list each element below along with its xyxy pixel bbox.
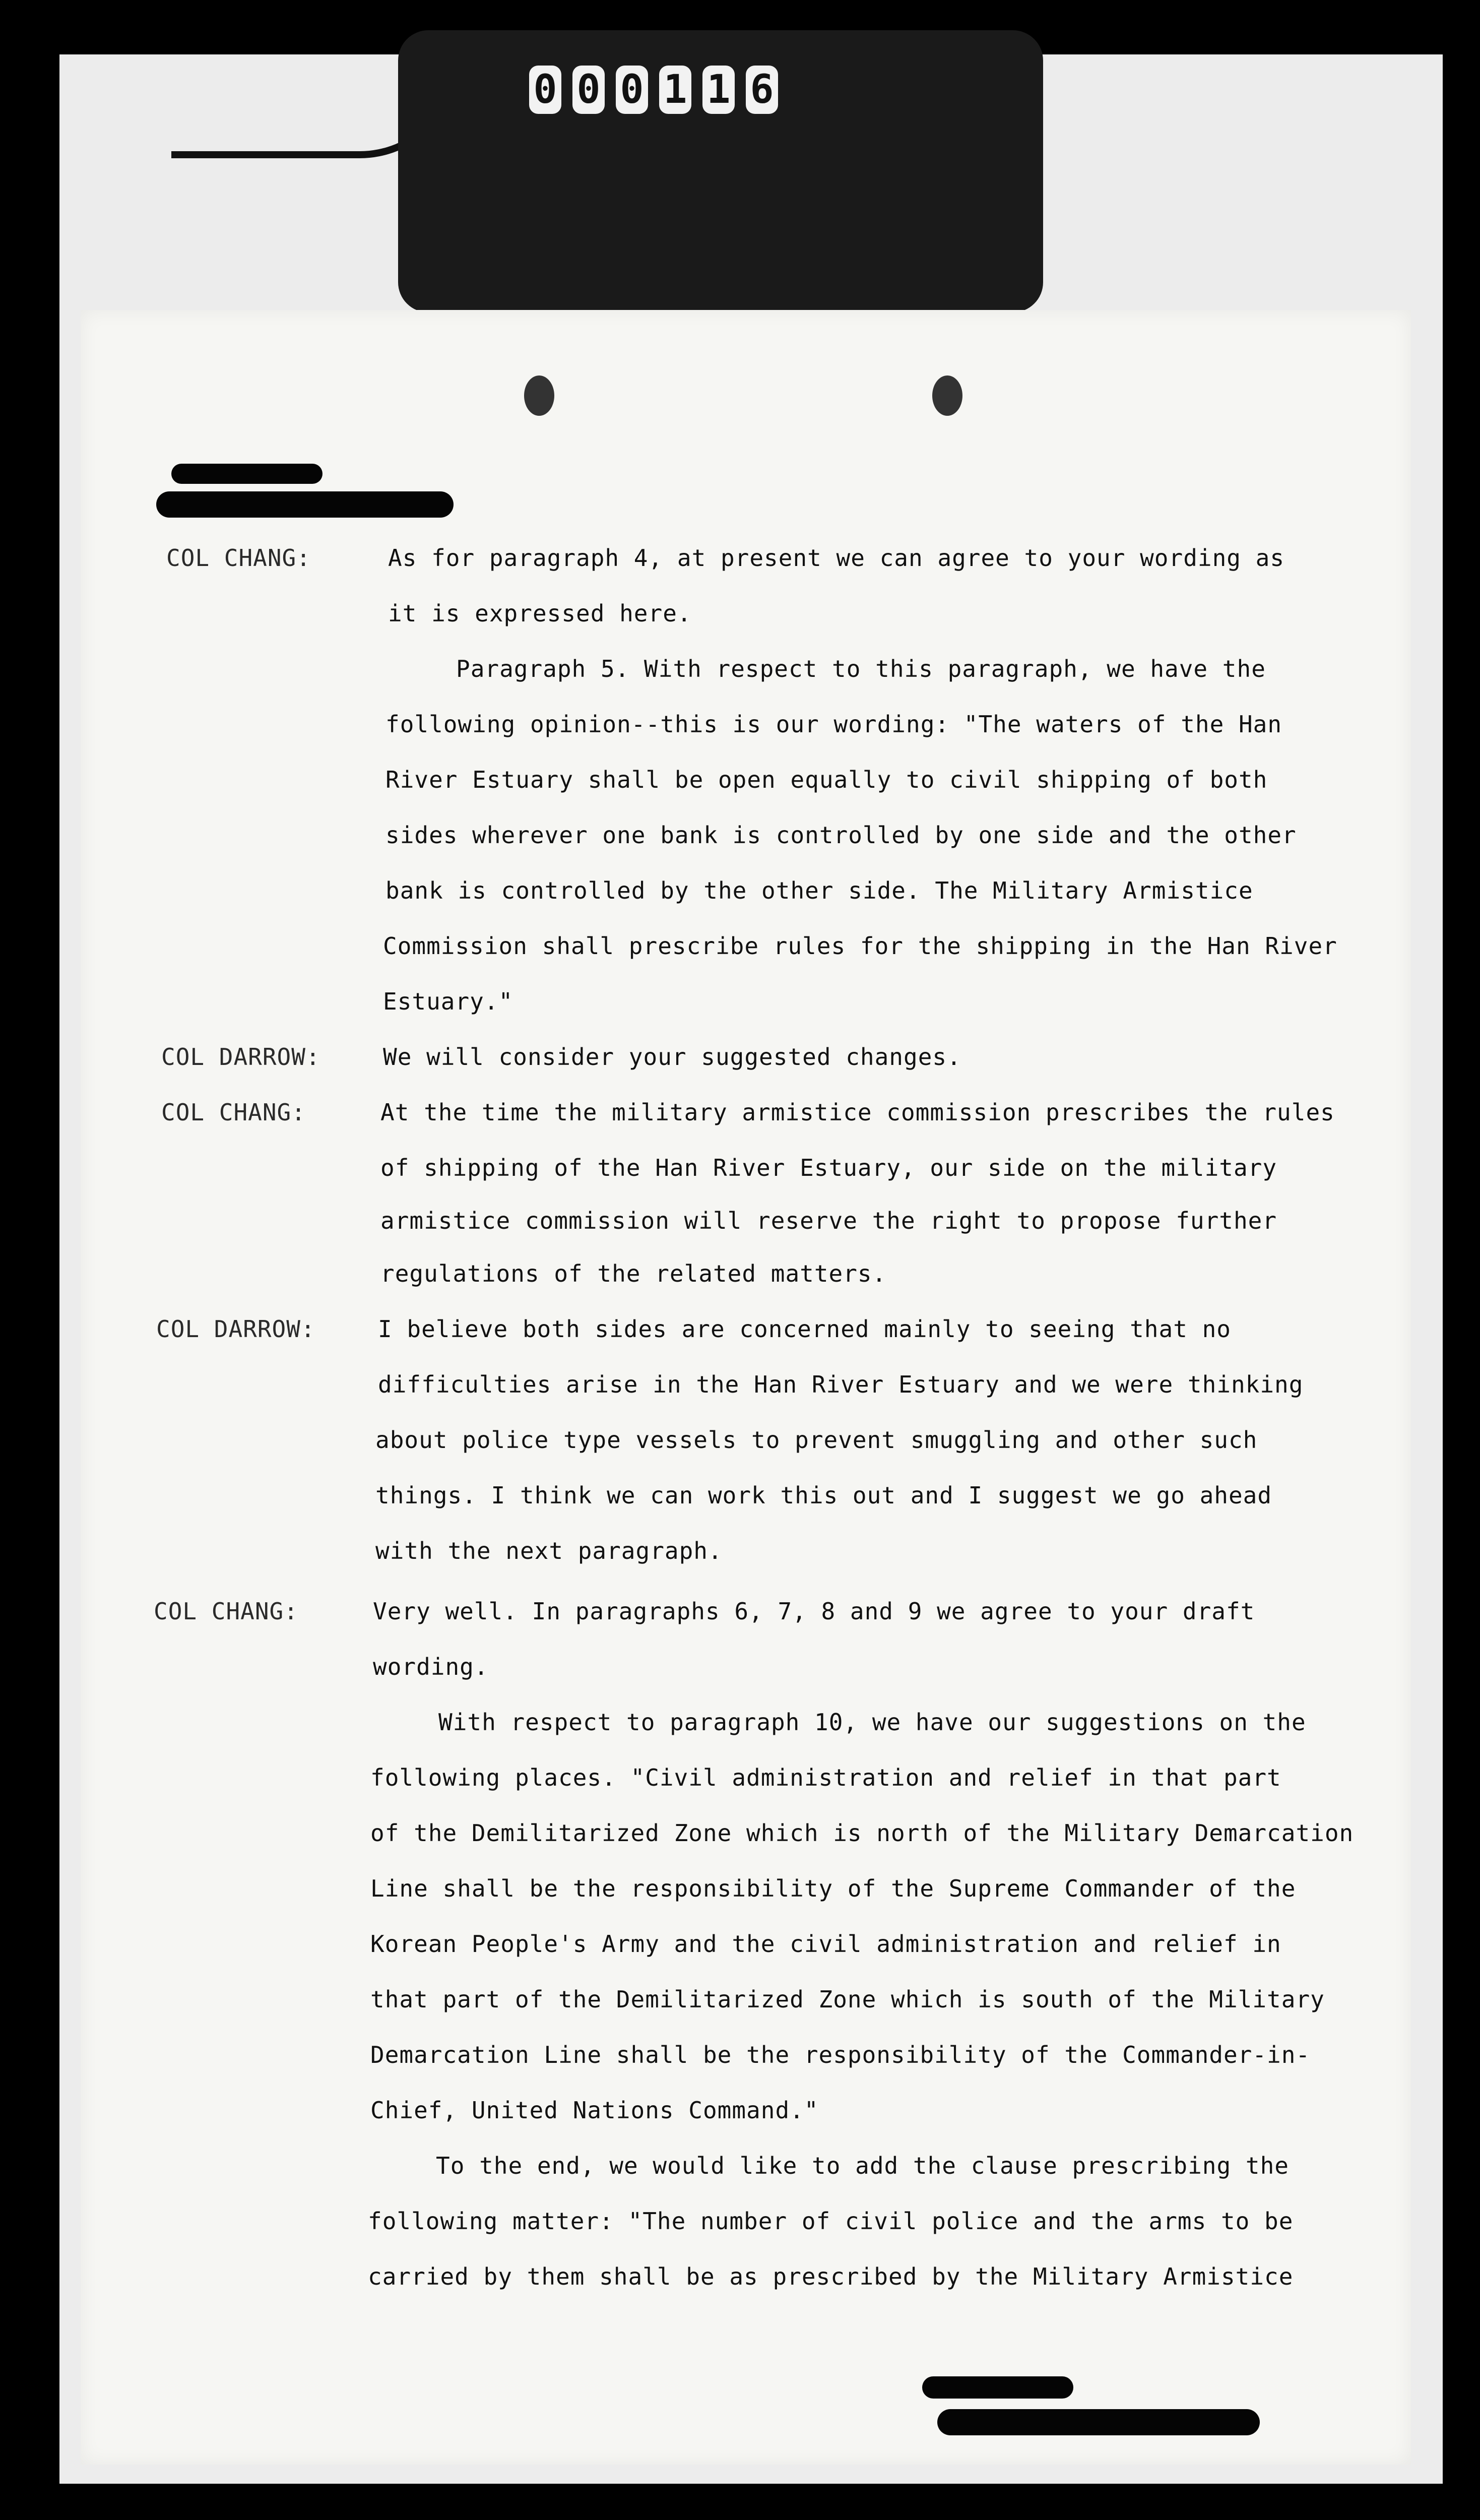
text-line: of shipping of the Han River Estuary, our side on the military xyxy=(380,1154,1277,1181)
text-line: Commission shall prescribe rules for the shipping in the Han River xyxy=(383,932,1337,960)
text-line: of the Demilitarized Zone which is north of the Military Demarcation xyxy=(370,1819,1354,1847)
redaction-mark xyxy=(171,464,323,484)
text-line: Korean People's Army and the civil administration and relief in xyxy=(370,1930,1281,1958)
text-line: it is expressed here. xyxy=(388,600,692,627)
text-line: As for paragraph 4, at present we can agree to your wording as xyxy=(388,544,1285,572)
text-line: difficulties arise in the Han River Estuary and we were thinking xyxy=(378,1371,1304,1398)
document-page xyxy=(81,310,1411,2465)
punch-hole xyxy=(524,375,554,416)
text-line: Very well. In paragraphs 6, 7, 8 and 9 we agree to your draft xyxy=(373,1598,1255,1625)
counter-digit: 6 xyxy=(746,66,778,114)
redaction-mark xyxy=(922,2376,1073,2399)
speaker-label: COL CHANG: xyxy=(161,1099,306,1126)
text-line: We will consider your suggested changes. xyxy=(383,1043,961,1070)
text-line: that part of the Demilitarized Zone which is south of the Military xyxy=(370,1986,1325,2013)
counter-digit: 0 xyxy=(529,66,561,114)
redaction-mark xyxy=(937,2409,1260,2435)
counter-digit: 0 xyxy=(572,66,605,114)
text-line: following places. "Civil administration and relief in that part xyxy=(370,1764,1281,1791)
counter-digit: 1 xyxy=(702,66,735,114)
text-line: carried by them shall be as prescribed by the Military Armistice xyxy=(368,2263,1294,2290)
speaker-label: COL CHANG: xyxy=(154,1598,298,1625)
text-line: River Estuary shall be open equally to civil shipping of both xyxy=(385,766,1268,793)
text-line: wording. xyxy=(373,1653,489,1680)
text-line: Estuary." xyxy=(383,988,513,1015)
speaker-label: COL CHANG: xyxy=(166,544,311,572)
text-line: With respect to paragraph 10, we have our suggestions on the xyxy=(438,1709,1306,1736)
text-line: Demarcation Line shall be the responsibility of the Commander-in- xyxy=(370,2041,1311,2068)
text-line: I believe both sides are concerned mainly to seeing that no xyxy=(378,1315,1231,1343)
text-line: Paragraph 5. With respect to this paragraph, we have the xyxy=(456,655,1266,682)
speaker-label: COL DARROW: xyxy=(161,1043,320,1070)
text-line: about police type vessels to prevent smuggling and other such xyxy=(375,1426,1258,1454)
punch-hole xyxy=(932,375,962,416)
text-line: bank is controlled by the other side. The Military Armistice xyxy=(385,877,1253,904)
text-line: armistice commission will reserve the right to propose further xyxy=(380,1207,1277,1234)
text-line: At the time the military armistice commission prescribes the rules xyxy=(380,1099,1335,1126)
text-line: regulations of the related matters. xyxy=(380,1260,887,1287)
counter-digit: 1 xyxy=(659,66,691,114)
text-line: Chief, United Nations Command." xyxy=(370,2097,819,2124)
frame-counter xyxy=(529,66,778,114)
text-line: following opinion--this is our wording: "The waters of the Han xyxy=(385,711,1282,738)
redaction-mark xyxy=(156,491,454,518)
text-line: Line shall be the responsibility of the Supreme Commander of the xyxy=(370,1875,1296,1902)
text-line: things. I think we can work this out and I suggest we go ahead xyxy=(375,1482,1272,1509)
speaker-label: COL DARROW: xyxy=(156,1315,315,1343)
counter-digit: 0 xyxy=(616,66,648,114)
text-line: with the next paragraph. xyxy=(375,1537,723,1564)
text-line: To the end, we would like to add the clause prescribing the xyxy=(436,2152,1289,2179)
text-line: following matter: "The number of civil police and the arms to be xyxy=(368,2208,1294,2235)
text-line: sides wherever one bank is controlled by one side and the other xyxy=(385,822,1297,849)
